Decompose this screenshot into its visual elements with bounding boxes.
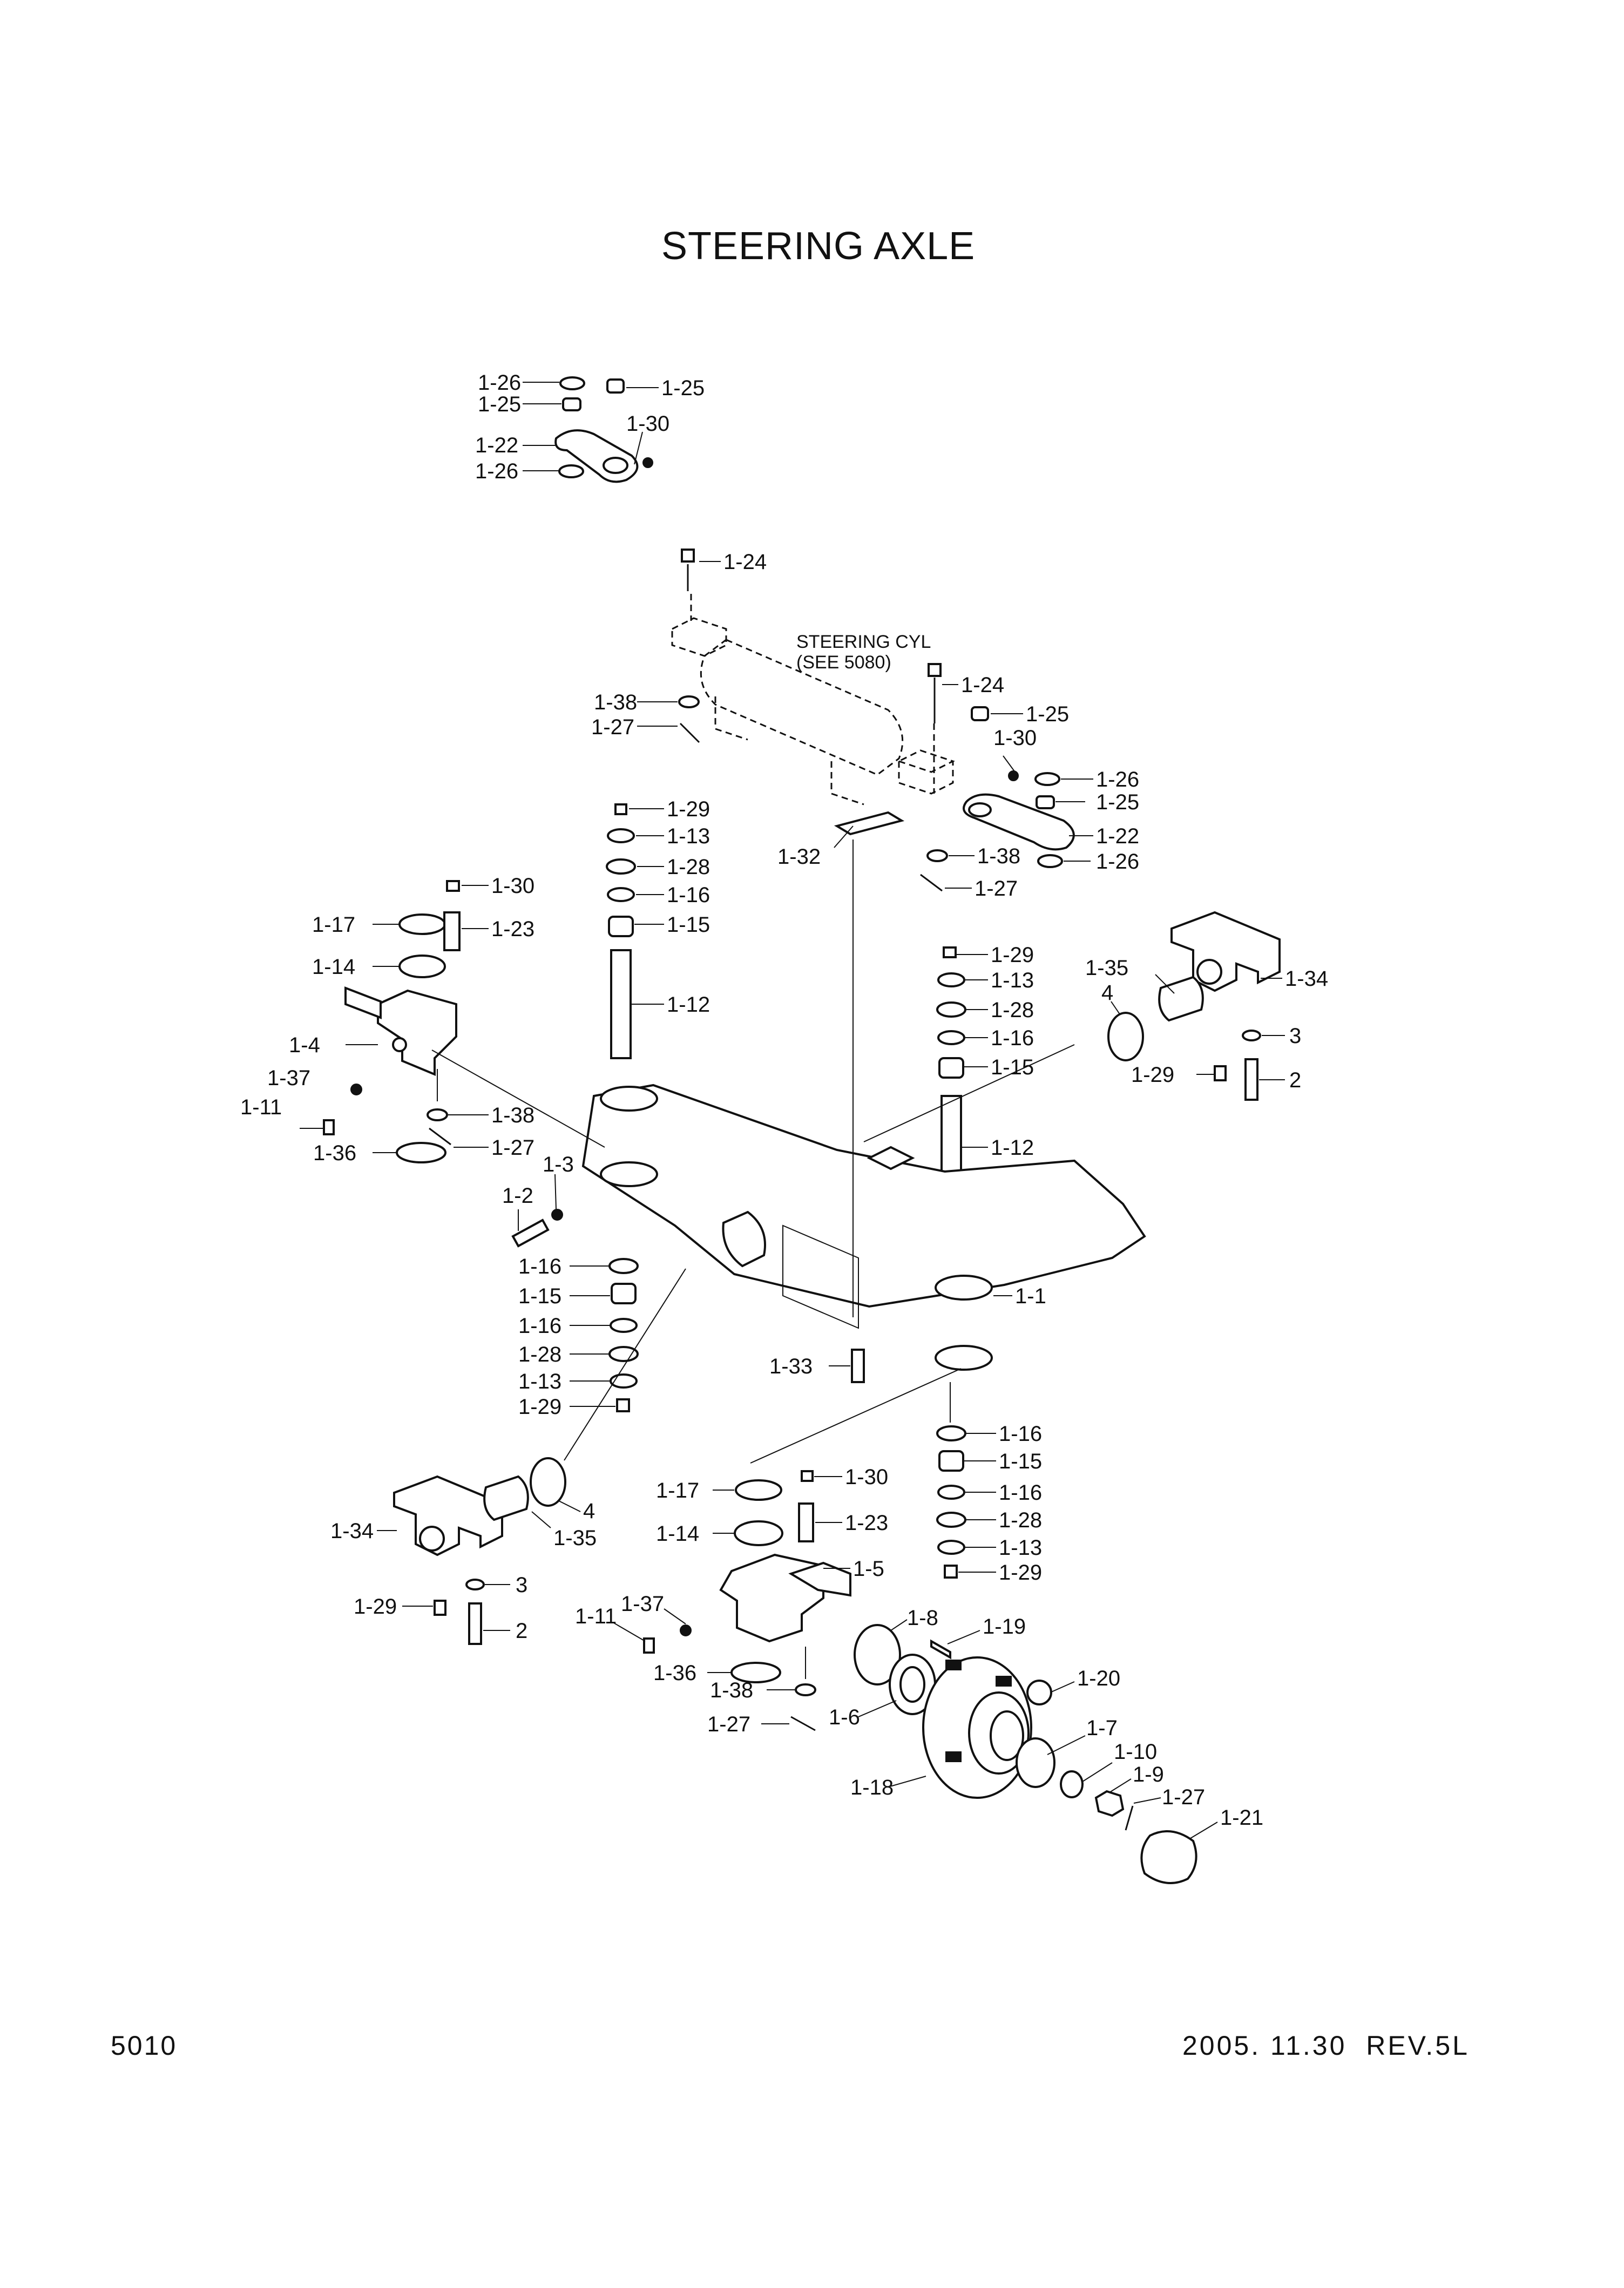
callout-label: 1-14 [312, 955, 356, 979]
washer-3 [466, 1580, 484, 1589]
callout-label: 1-15 [667, 913, 710, 937]
callout-label: 1-5 [853, 1557, 884, 1581]
grease-fitting-1-30 [1009, 771, 1018, 781]
callout-label: 1-37 [621, 1592, 665, 1616]
washer-1-17 [736, 1480, 781, 1500]
callout-label: 1-25 [661, 376, 705, 400]
seal-1-16 [937, 1426, 965, 1440]
stop-bolt-1-37 [680, 1625, 691, 1636]
callout-label: 1-27 [975, 877, 1018, 901]
callout-label: 1-27 [491, 1136, 535, 1160]
bushing-1-25 [972, 707, 988, 720]
kingpin-1-12 [611, 950, 631, 1058]
callout-label: 1-11 [240, 1095, 282, 1119]
right-cylinder-link-group [837, 664, 1074, 891]
callout-label: 1-16 [518, 1314, 562, 1338]
right-kingpin-stack [937, 947, 965, 1204]
steering-cylinder-note-line1: STEERING CYL [796, 632, 931, 652]
bushing-1-25 [563, 398, 580, 410]
callout-label: 1-13 [518, 1370, 562, 1393]
cotter-pin-1-27 [680, 723, 699, 742]
callout-label: 1-2 [502, 1184, 533, 1208]
cotter-pin-1-27 [921, 875, 942, 891]
washer-1-28 [937, 1513, 965, 1527]
callout-label: 4 [583, 1499, 596, 1523]
callout-label: 1-25 [1096, 790, 1140, 814]
callout-label: 1-25 [478, 392, 522, 416]
steering-cylinder-note-line2: (SEE 5080) [796, 652, 891, 673]
grease-fitting-1-29 [617, 1399, 629, 1411]
callout-label: 1-38 [977, 844, 1021, 868]
callout-label: 1-17 [656, 1479, 700, 1502]
callout-label: 1-37 [267, 1066, 311, 1090]
washer-1-28 [607, 859, 635, 874]
callout-label: 1-32 [777, 845, 821, 869]
grease-fitting-1-29 [944, 947, 956, 957]
bushing-1-35 [1159, 977, 1203, 1020]
bushing-1-15 [939, 1451, 963, 1471]
callout-label: 1-29 [354, 1595, 397, 1619]
grease-fitting-1-29 [945, 1566, 957, 1578]
washer-1-38 [928, 850, 947, 861]
callout-label: 1-3 [543, 1153, 574, 1176]
callout-label: 1-26 [475, 459, 519, 483]
washer-3 [1243, 1031, 1260, 1040]
bolt-1-3 [552, 1209, 563, 1220]
callout-label: 1-11 [575, 1605, 617, 1628]
callout-label: 1-38 [594, 691, 638, 714]
page-title: STEERING AXLE [661, 225, 976, 268]
grease-fitting-1-30 [802, 1471, 813, 1481]
axle-boss-lower-right [936, 1346, 992, 1370]
callout-label: 1-30 [845, 1465, 889, 1489]
bearing-1-7 [1017, 1738, 1054, 1787]
callout-label: 1-28 [667, 855, 710, 879]
lower-right-seal-stack [937, 1382, 965, 1578]
callout-label: 1-24 [723, 550, 767, 574]
seal-1-16 [938, 1031, 964, 1044]
callout-label: 1-35 [553, 1526, 597, 1550]
callout-label: 1-12 [667, 993, 710, 1017]
callout-label: 1-29 [518, 1395, 562, 1419]
washer-1-26 [559, 465, 583, 477]
callout-label: 1-12 [991, 1136, 1034, 1160]
washer-1-38 [679, 696, 699, 707]
lower-left-seal-stack [610, 1259, 638, 1411]
seal-1-16 [611, 1319, 637, 1332]
axle-beam [583, 1085, 1145, 1307]
bushing-1-15 [609, 917, 633, 936]
bushing-1-15 [939, 1058, 963, 1078]
callout-label: 1-23 [845, 1511, 889, 1535]
washer-1-26 [1038, 855, 1062, 867]
bushing-1-25 [607, 380, 624, 392]
callout-label: 1-21 [1220, 1806, 1264, 1830]
callout-label: 1-16 [999, 1422, 1043, 1446]
callout-label: 1-9 [1133, 1763, 1164, 1786]
callout-label: 1-18 [850, 1776, 894, 1799]
callout-label: 1-28 [991, 998, 1034, 1022]
link-eye [604, 458, 627, 473]
axle-boss-lower-left [601, 1162, 657, 1186]
washer-1-17 [400, 915, 445, 934]
seal-1-16 [610, 1259, 638, 1273]
nut-1-20 [1027, 1681, 1051, 1704]
pin-1-23 [799, 1504, 813, 1541]
bolt-1-11 [644, 1639, 654, 1653]
callout-label: 1-29 [1131, 1063, 1175, 1087]
callout-label: 3 [1289, 1024, 1302, 1048]
callout-label: 1-16 [999, 1481, 1043, 1505]
nut-1-9 [1096, 1791, 1123, 1816]
bushing-1-35 [484, 1477, 528, 1520]
callout-label: 1-16 [667, 883, 710, 907]
callout-label: 4 [1101, 981, 1114, 1005]
o-ring-4 [531, 1458, 565, 1506]
link-eye [969, 803, 991, 816]
axle-boss-upper-left [601, 1087, 657, 1111]
bolt-1-11 [324, 1120, 334, 1134]
callout-label: 1-33 [769, 1355, 813, 1378]
callout-label: 1-22 [475, 434, 519, 457]
seal-1-13 [938, 973, 964, 986]
callout-label: 1-27 [707, 1712, 751, 1736]
callout-label: 1-29 [991, 943, 1034, 967]
washer-1-28 [610, 1347, 638, 1361]
spindle [346, 988, 381, 1018]
callout-label: 1-29 [999, 1561, 1043, 1585]
hub-stud [996, 1676, 1011, 1686]
bolt-2 [1246, 1059, 1257, 1100]
callout-label: 1-34 [1285, 967, 1329, 991]
shim-1-36 [397, 1143, 445, 1162]
callout-label: 1-13 [667, 824, 710, 848]
bearing-1-6-inner [901, 1667, 924, 1702]
steering-cylinder-outline [672, 594, 953, 804]
seal-1-13 [938, 1541, 964, 1554]
callout-label: 2 [516, 1619, 528, 1643]
callout-label: 1-16 [991, 1026, 1034, 1050]
callout-label: 1-28 [518, 1343, 562, 1366]
bolt-2 [469, 1603, 481, 1644]
plate-1-32 [837, 813, 902, 834]
callout-label: 1-16 [518, 1255, 562, 1278]
callout-label: 3 [516, 1573, 528, 1597]
grease-fitting-1-30 [447, 881, 459, 891]
callout-label: 1-35 [1085, 956, 1129, 980]
washer-1-26 [1036, 773, 1059, 785]
stop-bolt-1-37 [351, 1084, 362, 1095]
callout-label: 1-22 [1096, 824, 1140, 848]
callout-label: 1-7 [1086, 1716, 1118, 1740]
knuckle-hole [393, 1038, 406, 1051]
axle-boss-upper-right [936, 1276, 992, 1299]
knuckle-1-4 [378, 991, 456, 1074]
pin-1-24-head [682, 550, 694, 561]
hub-cap-1-21 [1141, 1831, 1196, 1883]
page-number: 5010 [111, 2030, 178, 2061]
grease-fitting-1-29 [615, 804, 626, 814]
hub-stud [946, 1752, 961, 1762]
callout-label: 1-15 [991, 1055, 1034, 1079]
pin-1-24-head [929, 664, 940, 676]
callout-label: 1-36 [313, 1141, 357, 1165]
bracket-bore [420, 1527, 444, 1551]
callout-label: 1-26 [478, 371, 522, 395]
seal-1-13 [608, 829, 634, 842]
upper-left-kingpin-stack [607, 804, 635, 1058]
grease-fitting-1-30 [643, 458, 653, 468]
callout-label: 1-38 [491, 1104, 535, 1127]
bracket-bore [1197, 960, 1221, 984]
callout-label: 1-28 [999, 1508, 1043, 1532]
callout-label: 2 [1289, 1068, 1302, 1092]
o-ring-4 [1108, 1013, 1143, 1060]
callout-label: 1-26 [1096, 768, 1140, 791]
callout-label: 1-38 [710, 1678, 754, 1702]
callout-label: 1-34 [330, 1519, 374, 1543]
callout-label: 1-24 [961, 673, 1005, 697]
callout-label: 1-15 [518, 1284, 562, 1308]
grease-fitting-1-29 [1215, 1066, 1226, 1080]
revision-date: 2005. 11.30 REV.5L [1182, 2030, 1470, 2061]
callout-label: 1-19 [983, 1615, 1026, 1639]
callout-label: 1-14 [656, 1522, 700, 1546]
callout-label: 1-27 [1162, 1785, 1206, 1809]
seal-1-16 [608, 888, 634, 901]
callout-label: 1-26 [1096, 850, 1140, 874]
callout-label: 1-30 [491, 874, 535, 898]
callout-label: 1-36 [653, 1661, 697, 1685]
seal-1-16 [938, 1486, 964, 1499]
bolt-1-33 [852, 1350, 864, 1382]
callout-label: 1-1 [1015, 1284, 1046, 1308]
bushing-1-25 [1037, 796, 1054, 808]
callout-label: 1-4 [289, 1033, 320, 1057]
callout-label: 1-13 [999, 1536, 1043, 1560]
callout-label: 1-29 [667, 797, 710, 821]
callout-label: 1-25 [1026, 702, 1070, 726]
callout-label: 1-6 [829, 1705, 860, 1729]
callout-label: 1-15 [999, 1450, 1043, 1473]
callout-label: 1-13 [991, 969, 1034, 992]
stud-1-19 [931, 1641, 950, 1657]
callout-label: 1-30 [626, 412, 670, 436]
callout-label: 1-10 [1114, 1740, 1158, 1764]
bearing-1-14 [400, 956, 445, 977]
washer-1-38 [428, 1109, 447, 1120]
cotter-pin-1-27 [429, 1128, 451, 1145]
callout-label: 1-8 [907, 1606, 938, 1630]
washer-1-38 [796, 1684, 815, 1695]
washer-1-28 [937, 1003, 965, 1017]
grease-fitting-1-29 [435, 1601, 445, 1615]
callout-label: 1-27 [591, 715, 635, 739]
cotter-pin-1-27 [791, 1717, 815, 1730]
hub-stud [946, 1660, 961, 1670]
callout-label: 1-23 [491, 917, 535, 941]
pin-1-23 [444, 912, 459, 950]
callout-label: 1-17 [312, 913, 356, 937]
washer-1-10 [1061, 1771, 1082, 1797]
cotter-pin-1-27 [1126, 1806, 1133, 1830]
washer-1-26 [560, 377, 584, 389]
bearing-1-14 [735, 1521, 782, 1545]
callout-label: 1-30 [993, 726, 1037, 750]
bushing-1-15 [612, 1284, 635, 1303]
callout-label: 1-20 [1077, 1667, 1121, 1690]
